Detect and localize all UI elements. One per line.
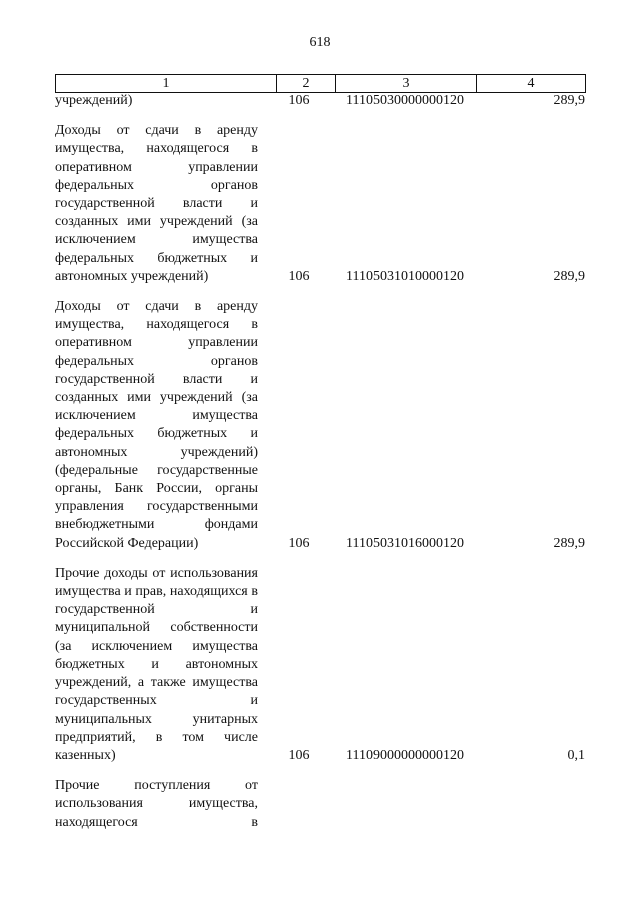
row-kbk-code: 11105030000000120: [346, 93, 464, 108]
page-number: 618: [309, 35, 331, 50]
table-body: [55, 92, 585, 832]
header-col-1: 1: [56, 75, 277, 93]
row-description: Прочие доходы от использования имущества и прав, находящихся в государственной и муниципальной собственности (за исключением имущества бюджетных и автономных учреждений, а также имущества государственных и муниципальных унитарных предприятий, в том числе казенных): [55, 565, 258, 763]
table-row: [55, 298, 585, 553]
row-description: Прочие поступления от использования имущества, находящегося в: [55, 778, 258, 830]
header-row: [56, 75, 586, 93]
table-row: [55, 122, 585, 286]
row-admin-code: 106: [288, 93, 310, 108]
row-kbk-code: 11109000000000120: [346, 747, 464, 763]
row-kbk-code: 11105031010000120: [346, 268, 464, 284]
header-col-3: 3: [336, 75, 477, 93]
row-admin-code: 106: [288, 535, 310, 551]
row-amount: 289,9: [553, 535, 585, 551]
row-kbk-code: 11105031016000120: [346, 535, 464, 551]
row-admin-code: 106: [288, 268, 310, 284]
table-row: [55, 92, 585, 110]
header-col-2: 2: [277, 75, 336, 93]
row-amount: 289,9: [553, 268, 585, 284]
row-amount: 289,9: [553, 93, 585, 108]
column-header-table: [55, 74, 586, 93]
row-amount: 0,1: [567, 747, 585, 763]
row-description: Доходы от сдачи в аренду имущества, находящегося в оперативном управлении федеральных органов государственной власти и созданных ими учреждений (за исключением имущества федеральных бюджетных и автономных учреждений) (федеральные государственные органы, Банк России, органы управления государственными внебюджетными фондами Российской Федерации): [55, 299, 258, 551]
row-admin-code: 106: [288, 747, 310, 763]
row-description: учреждений): [55, 93, 133, 108]
table-row: [55, 565, 585, 765]
row-description: Доходы от сдачи в аренду имущества, находящегося в оперативном управлении федеральных органов государственной власти и созданных ими учреждений (за исключением имущества федеральных бюджетных и автономных учреждений): [55, 123, 258, 284]
table-row: [55, 777, 585, 832]
header-col-4: 4: [477, 75, 586, 93]
